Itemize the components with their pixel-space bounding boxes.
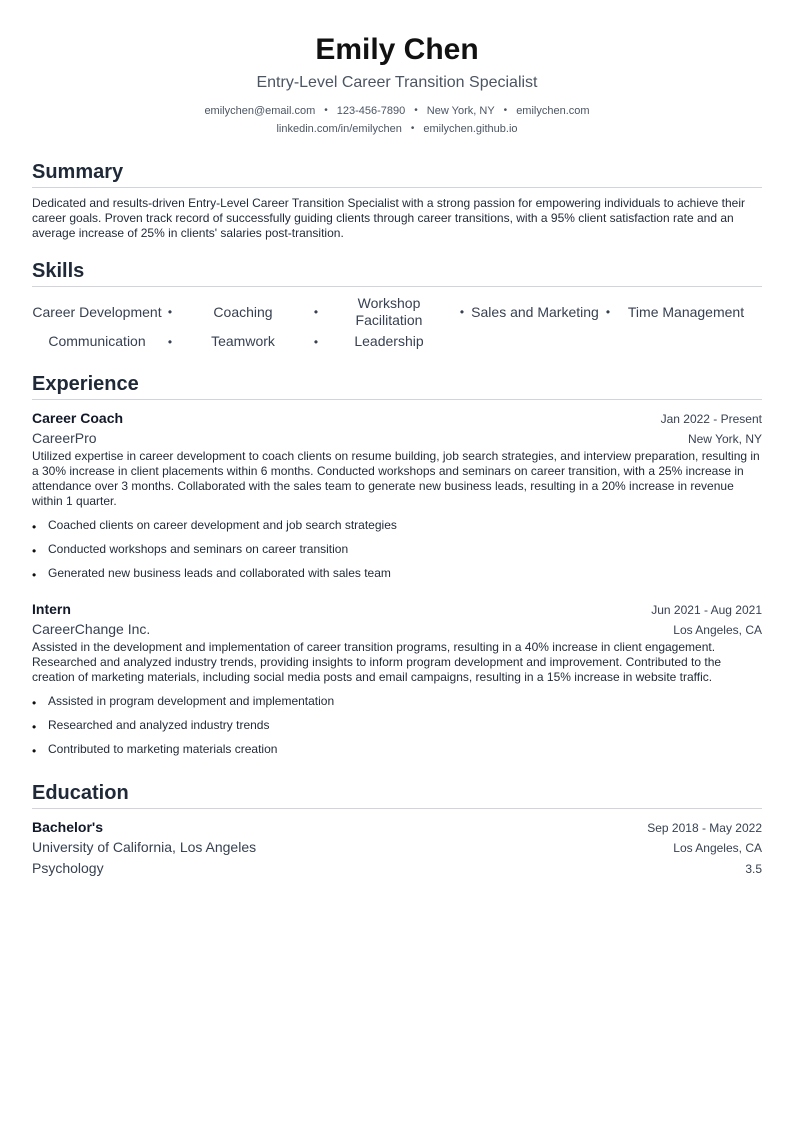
- contact-separator: •: [414, 105, 418, 116]
- contact-separator: •: [503, 105, 508, 116]
- education-degree: Bachelor's: [32, 819, 104, 835]
- job-dates: Jan 2022 - Present: [660, 412, 762, 426]
- contact-location: New York, NY: [426, 105, 495, 117]
- bullet-icon: •: [32, 696, 37, 710]
- skill-separator: •: [167, 334, 173, 349]
- resume-header: [32, 0, 762, 138]
- list-item: [32, 561, 762, 585]
- job-company-row: [32, 619, 762, 640]
- skills-grid: [32, 295, 762, 350]
- job-description: Assisted in the development and implementation of career transition programs, resulting in a 40% increase in client engagement. Researched and analyzed industry trends, providing insights to inform program development and improvement. Contributed to the creation of marketing materials, including social media posts and email campaigns, resulting in a 15% increase in website traffic.: [32, 640, 722, 684]
- contact-separator: •: [324, 105, 328, 116]
- job-location: Los Angeles, CA: [673, 623, 762, 637]
- job-company: CareerChange Inc.: [32, 621, 151, 637]
- bullet-text: Conducted workshops and seminars on career transition: [48, 542, 349, 556]
- candidate-name: Emily Chen: [315, 33, 479, 66]
- bullet-icon: •: [32, 720, 37, 734]
- job-title-row: [32, 599, 762, 619]
- education-section: [32, 781, 762, 879]
- summary-section: [32, 160, 762, 241]
- bullet-icon: •: [32, 520, 37, 534]
- education-dates: Sep 2018 - May 2022: [647, 821, 762, 835]
- summary-text: Dedicated and results-driven Entry-Level Career Transition Specialist with a strong passion for empowering individuals to achieve their career goals. Proven track record of successfully guiding clients through career transitions, with a 95% client satisfaction rate and an average increase of 25% in clients' salaries post-transition.: [32, 196, 746, 240]
- bullet-icon: •: [32, 544, 37, 558]
- section-title-experience: Experience: [32, 372, 762, 400]
- skill-item: Career Development: [32, 303, 162, 320]
- job-title: Career Coach: [32, 410, 124, 426]
- skill-item: Leadership: [354, 333, 424, 349]
- skill-item: Sales and Marketing: [471, 303, 599, 320]
- education-field-row: [32, 858, 762, 879]
- contact-email: emilychen@email.com: [204, 105, 316, 117]
- skill-item: Teamwork: [211, 333, 275, 349]
- experience-section: [32, 372, 762, 761]
- skills-section: [32, 259, 762, 350]
- job-company: CareerPro: [32, 430, 97, 446]
- job-location: New York, NY: [687, 432, 762, 446]
- skill-separator: •: [313, 334, 319, 349]
- skill-separator: •: [605, 305, 611, 319]
- education-school: University of California, Los Angeles: [32, 839, 257, 855]
- contact-info: [32, 102, 762, 138]
- contact-separator: •: [410, 123, 415, 134]
- skill-separator: •: [313, 305, 319, 319]
- skill-item: Coaching: [213, 303, 273, 320]
- bullet-icon: •: [32, 568, 37, 582]
- job-bullets: [32, 513, 762, 585]
- skill-separator: •: [167, 305, 173, 319]
- skill-item: Communication: [48, 333, 146, 349]
- contact-row: [32, 102, 762, 120]
- list-item: [32, 689, 762, 713]
- education-degree-row: [32, 817, 762, 837]
- bullet-text: Generated new business leads and collaborated with sales team: [48, 566, 391, 580]
- list-item: [32, 713, 762, 737]
- education-gpa: 3.5: [745, 862, 762, 876]
- job-company-row: [32, 428, 762, 449]
- bullet-icon: •: [32, 744, 37, 758]
- job-title: Intern: [32, 601, 71, 617]
- experience-entry: [32, 408, 762, 585]
- list-item: [32, 513, 762, 537]
- skill-separator: •: [459, 305, 465, 319]
- contact-phone: 123-456-7890: [336, 105, 406, 117]
- bullet-text: Assisted in program development and implementation: [48, 694, 335, 708]
- experience-entry: [32, 599, 762, 761]
- list-item: [32, 537, 762, 561]
- education-school-row: [32, 837, 762, 858]
- section-title-summary: Summary: [32, 160, 762, 188]
- contact-row: [32, 120, 762, 138]
- candidate-headline: Entry-Level Career Transition Specialist: [256, 74, 538, 91]
- skill-item: Time Management: [627, 303, 745, 320]
- job-description: Utilized expertise in career development to coach clients on resume building, job search strategies, and interview preparation, resulting in a 30% increase in client placements within 6 months. Conducted workshops and seminars on career transition, with a 25% increase in attendance over 3 months. Collaborated with the sales team to generate new business leads, resulting in a 20% increase in revenue within 1 quarter.: [32, 449, 760, 508]
- bullet-text: Contributed to marketing materials creation: [48, 742, 278, 756]
- job-title-row: [32, 408, 762, 428]
- job-dates: Jun 2021 - Aug 2021: [651, 603, 762, 617]
- bullet-text: Coached clients on career development and job search strategies: [48, 518, 397, 532]
- contact-github: emilychen.github.io: [423, 123, 518, 135]
- education-field: Psychology: [32, 860, 104, 876]
- contact-website: emilychen.com: [516, 105, 590, 117]
- job-bullets: [32, 689, 762, 761]
- contact-linkedin: linkedin.com/in/emilychen: [276, 123, 402, 135]
- section-title-education: Education: [32, 781, 762, 809]
- bullet-text: Researched and analyzed industry trends: [48, 718, 270, 732]
- skill-item: Workshop Facilitation: [355, 295, 423, 328]
- section-title-skills: Skills: [32, 259, 762, 287]
- education-location: Los Angeles, CA: [673, 841, 762, 855]
- list-item: [32, 737, 762, 761]
